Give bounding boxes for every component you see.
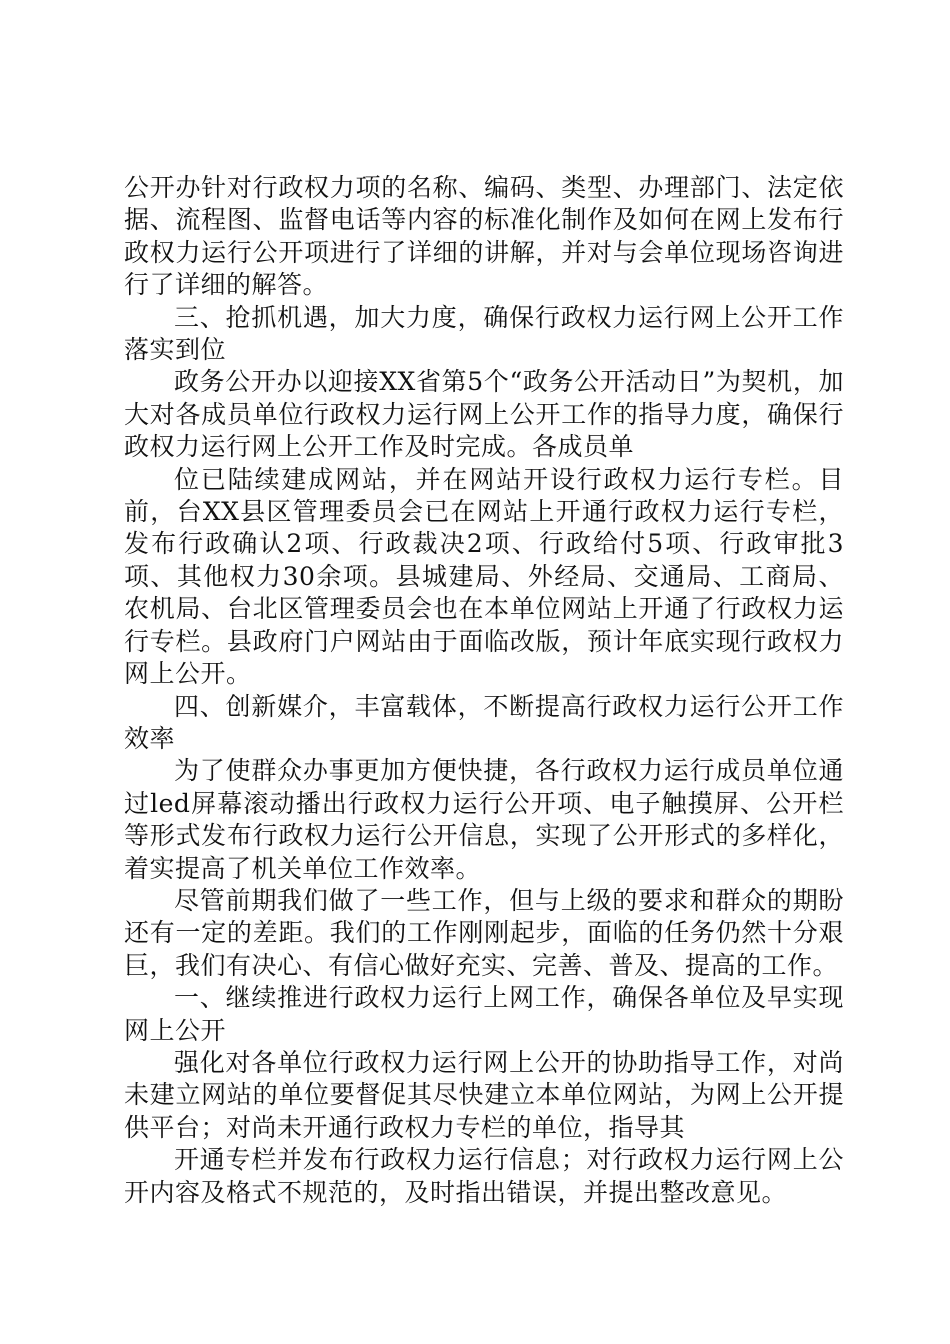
section-heading-4: 四、创新媒介，丰富载体，不断提高行政权力运行公开工作效率: [124, 691, 844, 753]
paragraph-6: 强化对各单位行政权力运行网上公开的协助指导工作，对尚未建立网站的单位要督促其尽快建立本单位网站，为网上公开提供平台；对尚未开通行政权力专栏的单位，指导其: [124, 1047, 844, 1142]
section-heading-3: 三、抢抓机遇，加大力度，确保行政权力运行网上公开工作落实到位: [124, 302, 844, 365]
section-heading-1: 一、继续推进行政权力运行上网工作，确保各单位及早实现网上公开: [124, 983, 844, 1045]
paragraph-5: 尽管前期我们做了一些工作，但与上级的要求和群众的期盼还有一定的差距。我们的工作刚刚起步，面临的任务仍然十分艰巨，我们有决心、有信心做好充实、完善、普及、提高的工作。: [124, 885, 844, 980]
paragraph-3: 位已陆续建成网站，并在网站开设行政权力运行专栏。目前，台XX县区管理委员会已在网站上开通行政权力运行专栏，发布行政确认2项、行政裁决2项、行政给付5项、行政审批3项、其他权力30余项。县城建局、外经局、交通局、工商局、农机局、台北区管理委员会也在本单位网站上开通了行政权力运行专栏。县政府门户网站由于面临改版，预计年底实现行政权力网上公开。: [124, 464, 844, 689]
paragraph-7: 开通专栏并发布行政权力运行信息；对行政权力运行网上公开内容及格式不规范的，及时指出错误，并提出整改意见。: [124, 1145, 844, 1207]
paragraph-1: 公开办针对行政权力项的名称、编码、类型、办理部门、法定依据、流程图、监督电话等内容的标准化制作及如何在网上发布行政权力运行公开项进行了详细的讲解，并对与会单位现场咨询进行了详细的解答。: [124, 173, 844, 300]
paragraph-2: 政务公开办以迎接XX省第5个“政务公开活动日”为契机，加大对各成员单位行政权力运行网上公开工作的指导力度，确保行政权力运行网上公开工作及时完成。各成员单: [124, 367, 844, 462]
document-body: [124, 172, 844, 1209]
paragraph-4: 为了使群众办事更加方便快捷，各行政权力运行成员单位通过led屏幕滚动播出行政权力运行公开项、电子触摸屏、公开栏等形式发布行政权力运行公开信息，实现了公开形式的多样化，着实提高了机关单位工作效率。: [124, 756, 844, 883]
